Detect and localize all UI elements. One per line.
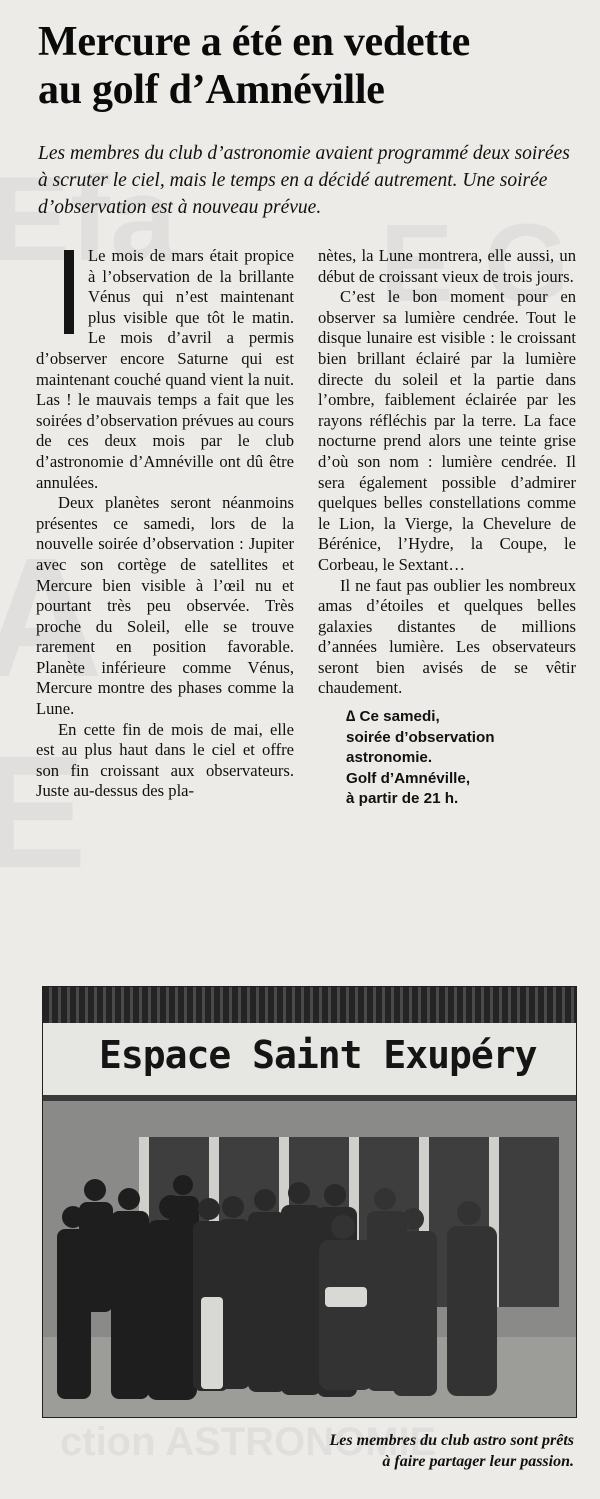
- article-column-right: [318, 246, 576, 810]
- info-line: à partir de 21 h.: [346, 790, 459, 808]
- paragraph: Il ne faut pas oublier les nombreux amas d’étoiles et quelques belles galaxies distantes de millions d’années lumière. Les observateurs seront bien avisés de se vêtir chaudement.: [318, 575, 576, 698]
- paragraph: nètes, la Lune montrera, elle aussi, un début de croissant vieux de trois jours.: [318, 246, 576, 286]
- info-line: Golf d’Amnéville,: [346, 769, 471, 787]
- paragraph: C’est le bon moment pour en observer sa lumière cendrée. Tout le disque lunaire est visible : le croissant bien brillant éclairé par la lumière directe du soleil et la partie dans l’ombre, faiblement éclairée par les rayons réfléchis par la terre. La face nocturne prend alors une teinte grise d’où son nom : lumière cendrée. Il sera également possible d’admirer quelques belles constellations comme le Lion, la Vierge, la Chevelure de Bérénice, l’Hydre, la Coupe, le Corbeau, le Sextant…: [318, 287, 576, 574]
- headline-line-2: au golf d’Amnéville: [38, 67, 385, 113]
- drop-cap-bar: [64, 250, 74, 334]
- article-lead: Les membres du club d’astronomie avaient programmé deux soirées à scruter le ciel, mais le temps en a décidé autrement. Une soirée d’observation est à nouveau prévue.: [38, 143, 570, 218]
- article-headline: [38, 18, 578, 114]
- sign-text: Espace Saint Exupéry: [99, 1033, 537, 1077]
- article-column-left: [36, 246, 294, 802]
- group-photo: [42, 986, 577, 1418]
- info-line: ∆ Ce samedi,: [346, 708, 440, 726]
- paragraph: Deux planètes seront néanmoins présentes ce samedi, lors de la nouvelle soirée d’observation : Jupiter avec son cortège de satellites et Mercure bien visible à l’œil nu et pourtant très peu observée. Très proche du Soleil, elle se trouve rarement en position favorable. Planète inférieure comme Vénus, Mercure montre des phases comme la Lune.: [36, 493, 294, 719]
- paragraph: Le mois de mars était propice à l’observation de la brillante Vénus qui n’est maintenant plus visible que tôt le matin. Le mois d’avril a permis d’observer encore Saturne qui est maintenant couché quand vient la nuit. Las ! le mauvais temps a fait que les soirées d’observation prévues au cours de ces deux mois par le club d’astronomie d’Amnéville ont dû être annulées.: [36, 246, 294, 492]
- paragraph: En cette fin de mois de mai, elle est au plus haut dans le ciel et offre son fin croissant aux observateurs. Juste au-dessus des pla-: [36, 719, 294, 801]
- info-line: soirée d’observation: [346, 728, 495, 746]
- headline-line-1: Mercure a été en vedette: [38, 19, 471, 65]
- club-members-group: [43, 987, 576, 1417]
- caption-line-1: Les membres du club astro sont prêts: [329, 1432, 574, 1449]
- info-line: astronomie.: [346, 749, 433, 767]
- caption-line-2: à faire partager leur passion.: [382, 1453, 574, 1470]
- event-info-box: [318, 707, 576, 810]
- photo-caption: [174, 1430, 574, 1472]
